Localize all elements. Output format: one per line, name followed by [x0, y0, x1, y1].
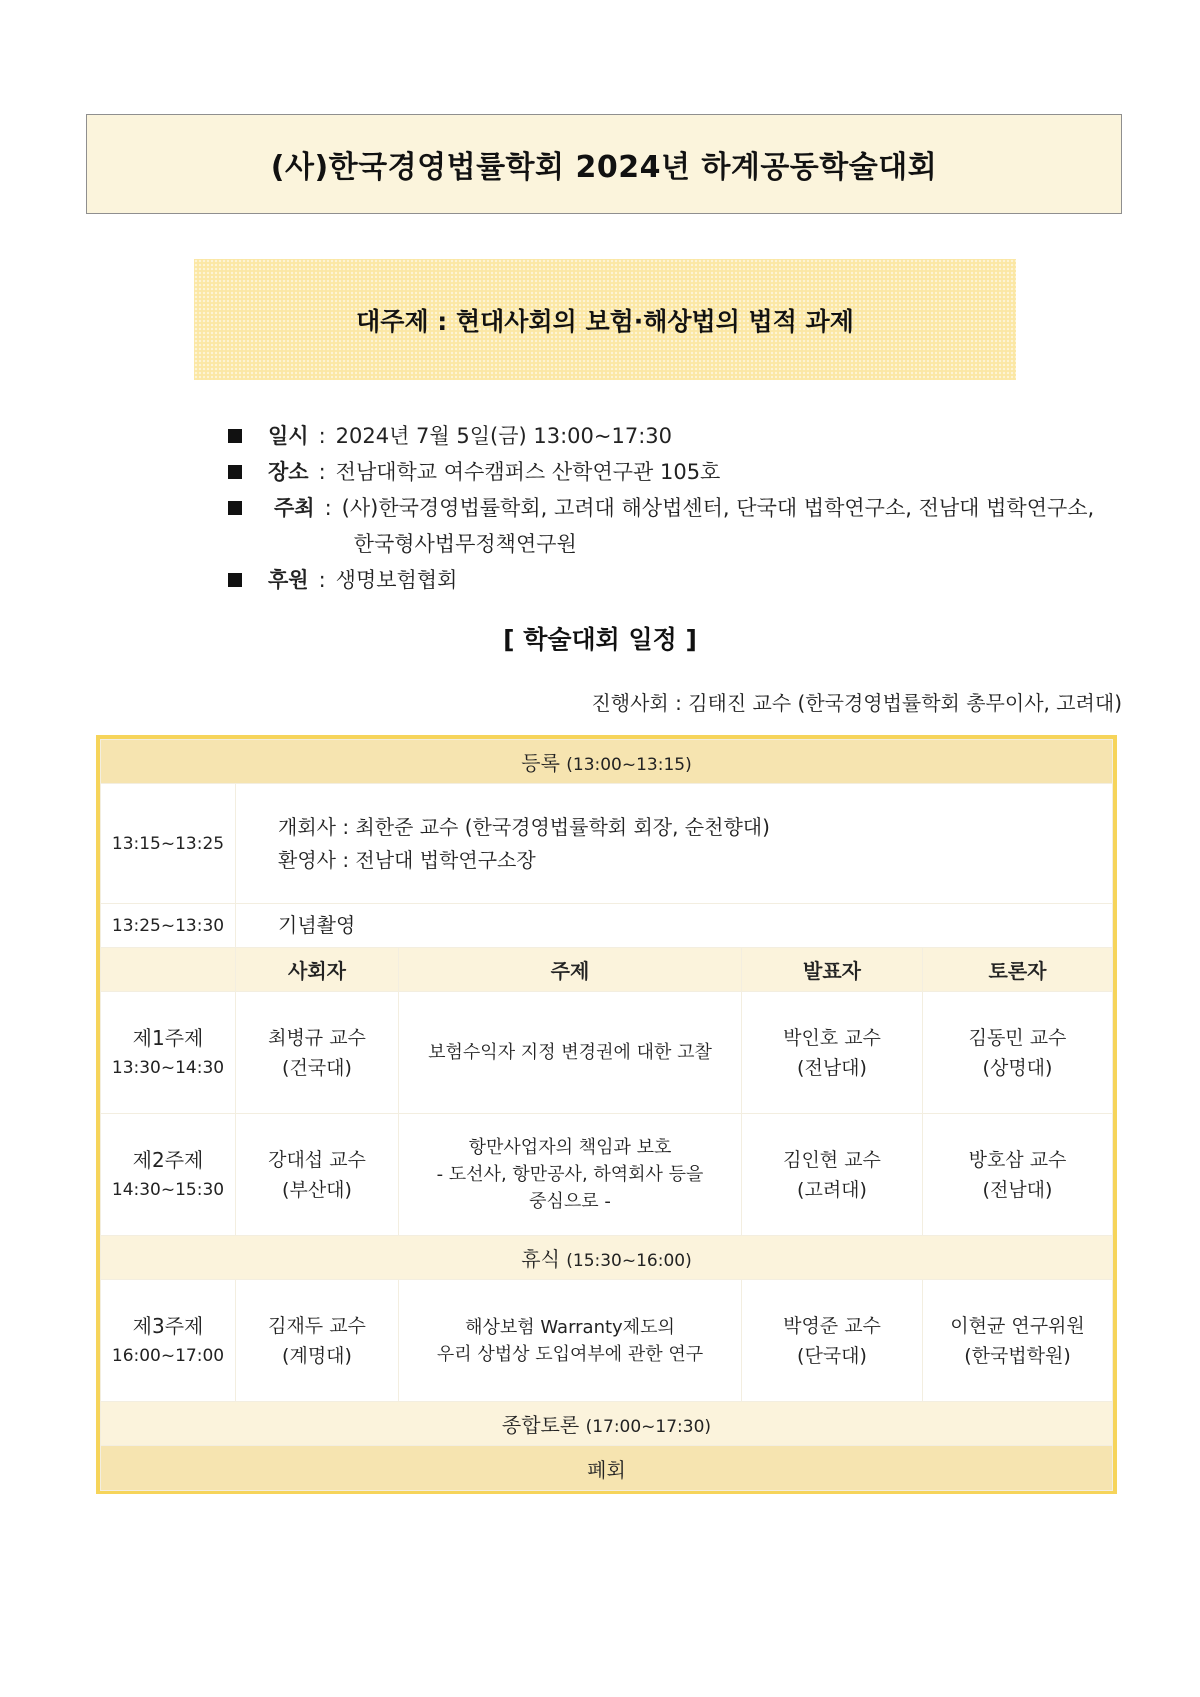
presenter-affiliation: (전남대)	[797, 1056, 867, 1079]
square-bullet-icon	[228, 501, 242, 515]
info-place	[228, 454, 1128, 490]
square-bullet-icon	[228, 573, 242, 587]
col-header-topic: 주제	[399, 948, 742, 992]
info-place-label: 장소	[268, 460, 309, 484]
header-blank	[101, 948, 236, 992]
table-header-row	[101, 948, 1113, 992]
topic-line: 보험수익자 지정 변경권에 대한 고찰	[428, 1042, 712, 1063]
info-sponsor-value: 생명보험협회	[335, 568, 458, 592]
presenter-affiliation: (고려대)	[797, 1178, 867, 1201]
info-organizers-value	[342, 490, 1128, 562]
registration-label: 등록	[521, 751, 560, 775]
session-1-row	[101, 992, 1113, 1114]
discussion-label: 종합토론	[501, 1413, 580, 1437]
opening-time: 13:15~13:25	[101, 784, 236, 904]
info-organizers	[228, 490, 1128, 562]
chair-name: 김재두 교수	[268, 1314, 366, 1337]
info-date-value: 2024년 7월 5일(금) 13:00~17:30	[335, 424, 673, 448]
break-row	[101, 1236, 1113, 1280]
session-name: 제2주제	[132, 1147, 204, 1172]
closing-label: 폐회	[101, 1446, 1113, 1491]
discussant-name: 이현균 연구위원	[950, 1314, 1085, 1337]
chair-affiliation: (건국대)	[282, 1056, 352, 1079]
session-name: 제1주제	[132, 1025, 204, 1050]
discussant-affiliation: (상명대)	[982, 1056, 1053, 1079]
chair-affiliation: (부산대)	[282, 1178, 352, 1201]
info-date	[228, 418, 1128, 454]
session-time: 16:00~17:00	[111, 1345, 225, 1366]
colon: :	[318, 424, 326, 448]
host-info: 진행사회 : 김태진 교수 (한국경영법률학회 총무이사, 고려대)	[591, 691, 1122, 715]
info-date-label: 일시	[268, 424, 309, 448]
main-theme: 대주제 : 현대사회의 보험·해상법의 법적 과제	[356, 306, 854, 336]
opening-row	[101, 784, 1113, 904]
presenter-affiliation: (단국대)	[797, 1344, 867, 1367]
discussion-time: (17:00~17:30)	[585, 1417, 712, 1437]
photo-label: 기념촬영	[236, 904, 1113, 948]
chair-affiliation: (계명대)	[282, 1344, 352, 1367]
welcome-address: 환영사 : 전남대 법학연구소장	[278, 847, 536, 872]
presenter-name: 김인현 교수	[783, 1148, 881, 1171]
topic-line: 해상보험 Warranty제도의	[465, 1316, 675, 1338]
session-time: 13:30~14:30	[111, 1057, 225, 1078]
photo-row	[101, 904, 1113, 948]
topic-line: 항만사업자의 책임과 보호	[468, 1137, 672, 1158]
square-bullet-icon	[228, 429, 242, 443]
photo-time: 13:25~13:30	[101, 904, 236, 948]
colon: :	[318, 460, 326, 484]
topic-line: - 도선사, 항만공사, 하역회사 등을	[436, 1164, 704, 1185]
presenter-name: 박인호 교수	[783, 1026, 881, 1049]
colon: :	[318, 568, 326, 592]
registration-row	[101, 740, 1113, 784]
discussant-name: 김동민 교수	[968, 1026, 1067, 1049]
registration-time: (13:00~13:15)	[566, 755, 692, 775]
topic-line: 중심으로 -	[529, 1191, 611, 1212]
opening-address: 개회사 : 최한준 교수 (한국경영법률학회 회장, 순천향대)	[278, 814, 770, 839]
colon: :	[324, 496, 332, 520]
schedule-title: [ 학술대회 일정 ]	[503, 625, 697, 654]
title-box	[86, 114, 1122, 214]
closing-row	[101, 1446, 1113, 1491]
organizers-line-2: 한국형사법무정책연구원	[353, 532, 577, 556]
chair-name: 강대섭 교수	[268, 1148, 366, 1171]
session-name: 제3주제	[132, 1313, 204, 1338]
info-sponsor-label: 후원	[268, 568, 309, 592]
topic-line: 우리 상법상 도입여부에 관한 연구	[436, 1343, 704, 1365]
page-title: (사)한국경영법률학회 2024년 하계공동학술대회	[270, 150, 938, 185]
discussant-affiliation: (한국법학원)	[964, 1344, 1071, 1367]
presenter-name: 박영준 교수	[783, 1314, 881, 1337]
session-3-row	[101, 1280, 1113, 1402]
schedule-table	[96, 735, 1117, 1494]
col-header-discussant: 토론자	[923, 948, 1113, 992]
col-header-presenter: 발표자	[742, 948, 923, 992]
info-place-value: 전남대학교 여수캠퍼스 산학연구관 105호	[335, 460, 721, 484]
session-time: 14:30~15:30	[111, 1179, 225, 1200]
discussant-name: 방호삼 교수	[968, 1148, 1067, 1171]
break-time: (15:30~16:00)	[566, 1251, 692, 1271]
discussant-affiliation: (전남대)	[982, 1178, 1053, 1201]
col-header-chair: 사회자	[236, 948, 399, 992]
info-sponsor	[228, 562, 1128, 598]
break-label: 휴식	[521, 1247, 560, 1271]
info-organizers-label: 주최	[274, 496, 315, 520]
discussion-row	[101, 1402, 1113, 1446]
session-2-row	[101, 1114, 1113, 1236]
main-theme-box	[194, 259, 1016, 380]
event-info	[228, 418, 1128, 598]
square-bullet-icon	[228, 465, 242, 479]
chair-name: 최병규 교수	[268, 1026, 366, 1049]
organizers-line-1: (사)한국경영법률학회, 고려대 해상법센터, 단국대 법학연구소, 전남대 법학연구소,	[341, 496, 1095, 520]
